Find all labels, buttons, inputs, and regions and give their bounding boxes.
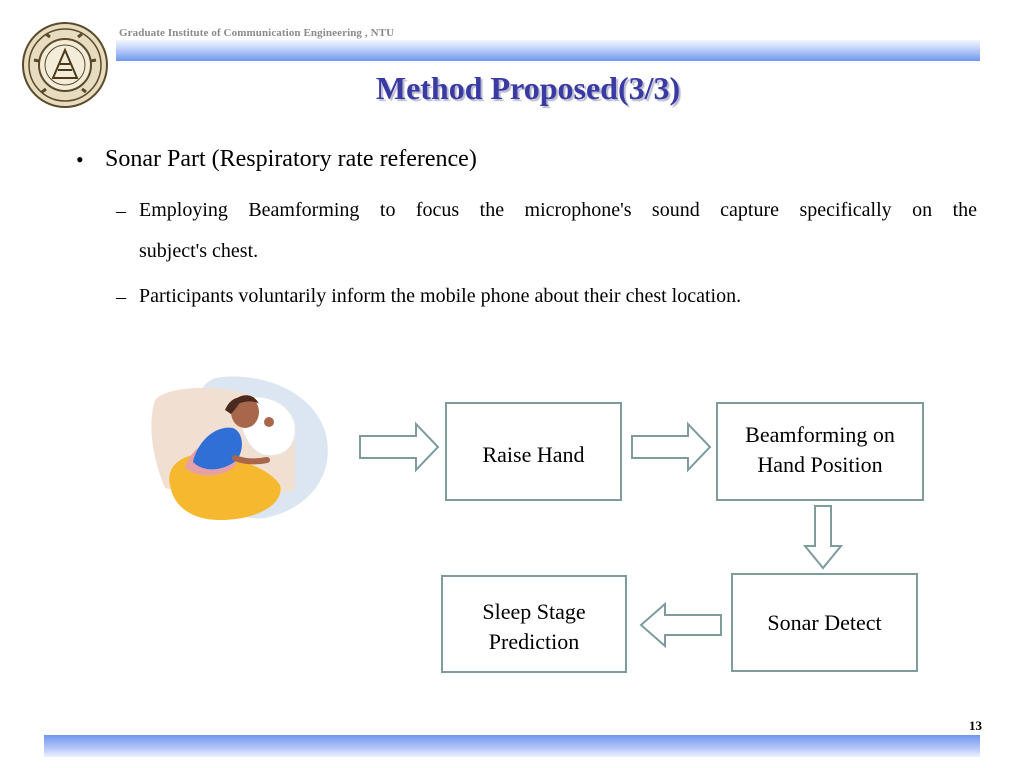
left-arrow-icon: [639, 602, 723, 648]
flow-step-label: Sonar Detect: [767, 609, 882, 635]
flow-step-beamforming: [716, 402, 924, 501]
header-band: [116, 40, 980, 61]
sub-bullet-2: Participants voluntarily inform the mobile phone about their chest location.: [139, 285, 742, 307]
sleeping-person-icon: [145, 370, 330, 530]
flow-step-label: Hand Position: [757, 452, 883, 477]
flow-step-label: Raise Hand: [482, 442, 585, 467]
main-bullet: Sonar Part (Respiratory rate reference): [105, 146, 477, 172]
right-arrow-icon: [630, 422, 712, 472]
bullet-dot: •: [76, 147, 84, 172]
down-arrow-icon: [803, 504, 843, 570]
flow-step-raise-hand: [445, 402, 622, 501]
page-number: 13: [969, 718, 982, 733]
slide-title: Method Proposed(3/3): [375, 70, 681, 106]
sub-bullet-dash: –: [116, 200, 126, 222]
sub-bullet-1-line1: Employing Beamforming to focus the microphone's sound capture specifically on the: [139, 199, 977, 221]
right-arrow-icon: [358, 422, 440, 472]
footer-band: [44, 735, 980, 757]
sub-bullet-1-line2: subject's chest.: [139, 240, 259, 262]
flow-step-sleep-stage: [441, 575, 627, 673]
flow-step-label: Sleep Stage: [482, 599, 586, 624]
flow-step-sonar-detect: [731, 573, 918, 672]
sub-bullet-dash: –: [116, 286, 126, 308]
institute-name: Graduate Institute of Communication Engineering , NTU: [119, 27, 395, 39]
flow-step-label: Prediction: [488, 629, 580, 654]
flow-step-label: Beamforming on: [745, 422, 895, 447]
